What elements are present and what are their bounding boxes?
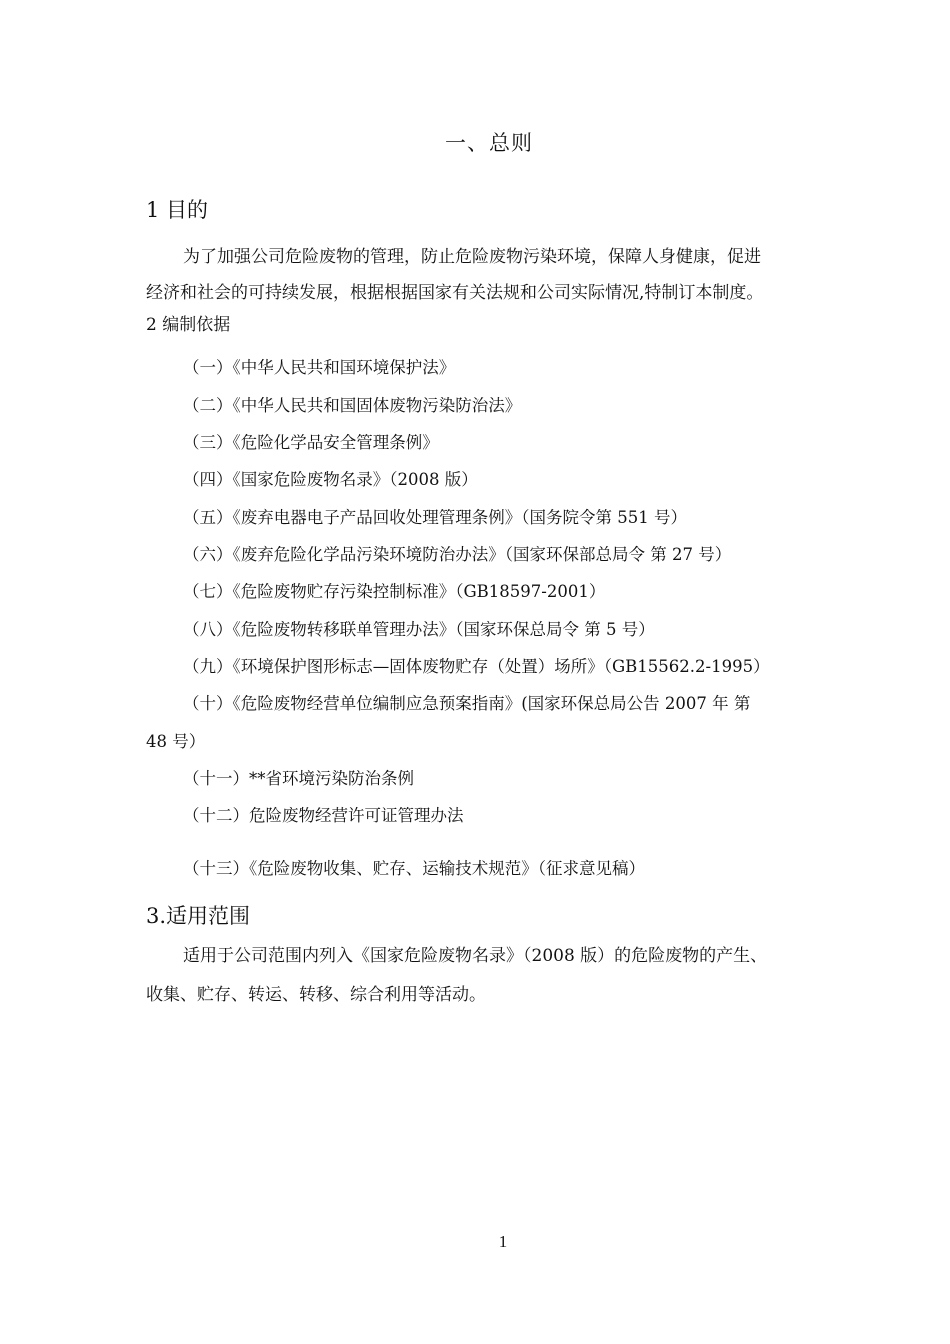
basis-item-7: （七）《危险废物贮存污染控制标准》（GB18597-2001） <box>183 582 606 601</box>
basis-item-10: （十）《危险废物经营单位编制应急预案指南》(国家环保总局公告 2007 年 第 <box>183 694 751 713</box>
section-3-heading: 3.适用范围 <box>146 904 251 928</box>
basis-item-5: （五）《废弃电器电子产品回收处理管理条例》（国务院令第 551 号） <box>183 508 687 527</box>
scope-paragraph-line-1: 适用于公司范围内列入《国家危险废物名录》（2008 版）的危险废物的产生、 <box>183 946 768 966</box>
purpose-paragraph-line-2: 经济和社会的可持续发展，根据根据国家有关法规和公司实际情况,特制订本制度。 <box>146 283 764 303</box>
basis-item-10-continued: 48 号） <box>146 732 206 751</box>
basis-item-9: （九）《环境保护图形标志—固体废物贮存（处置）场所》（GB15562.2-1995） <box>183 657 770 676</box>
basis-item-3: （三）《危险化学品安全管理条例》 <box>183 433 439 452</box>
page-number: 1 <box>498 1232 508 1251</box>
basis-item-8: （八）《危险废物转移联单管理办法》（国家环保总局令 第 5 号） <box>183 620 655 639</box>
basis-item-6: （六）《废弃危险化学品污染环境防治办法》（国家环保部总局令 第 27 号） <box>183 545 732 564</box>
basis-item-4: （四）《国家危险废物名录》（2008 版） <box>183 470 478 489</box>
basis-item-13: （十三）《危险废物收集、贮存、运输技术规范》（征求意见稿） <box>183 859 645 878</box>
document-title: 一、总则 <box>445 131 533 155</box>
scope-paragraph-line-2: 收集、贮存、转运、转移、综合利用等活动。 <box>146 985 486 1005</box>
purpose-paragraph-line-1: 为了加强公司危险废物的管理，防止危险废物污染环境，保障人身健康，促进 <box>183 247 761 267</box>
basis-item-12: （十二）危险废物经营许可证管理办法 <box>183 806 464 825</box>
basis-item-1: （一）《中华人民共和国环境保护法》 <box>183 358 456 377</box>
basis-item-2: （二）《中华人民共和国固体废物污染防治法》 <box>183 396 522 415</box>
section-1-heading: 1 目的 <box>146 198 209 222</box>
basis-item-11: （十一）**省环境污染防治条例 <box>183 769 414 788</box>
section-2-heading: 2 编制依据 <box>146 315 231 335</box>
